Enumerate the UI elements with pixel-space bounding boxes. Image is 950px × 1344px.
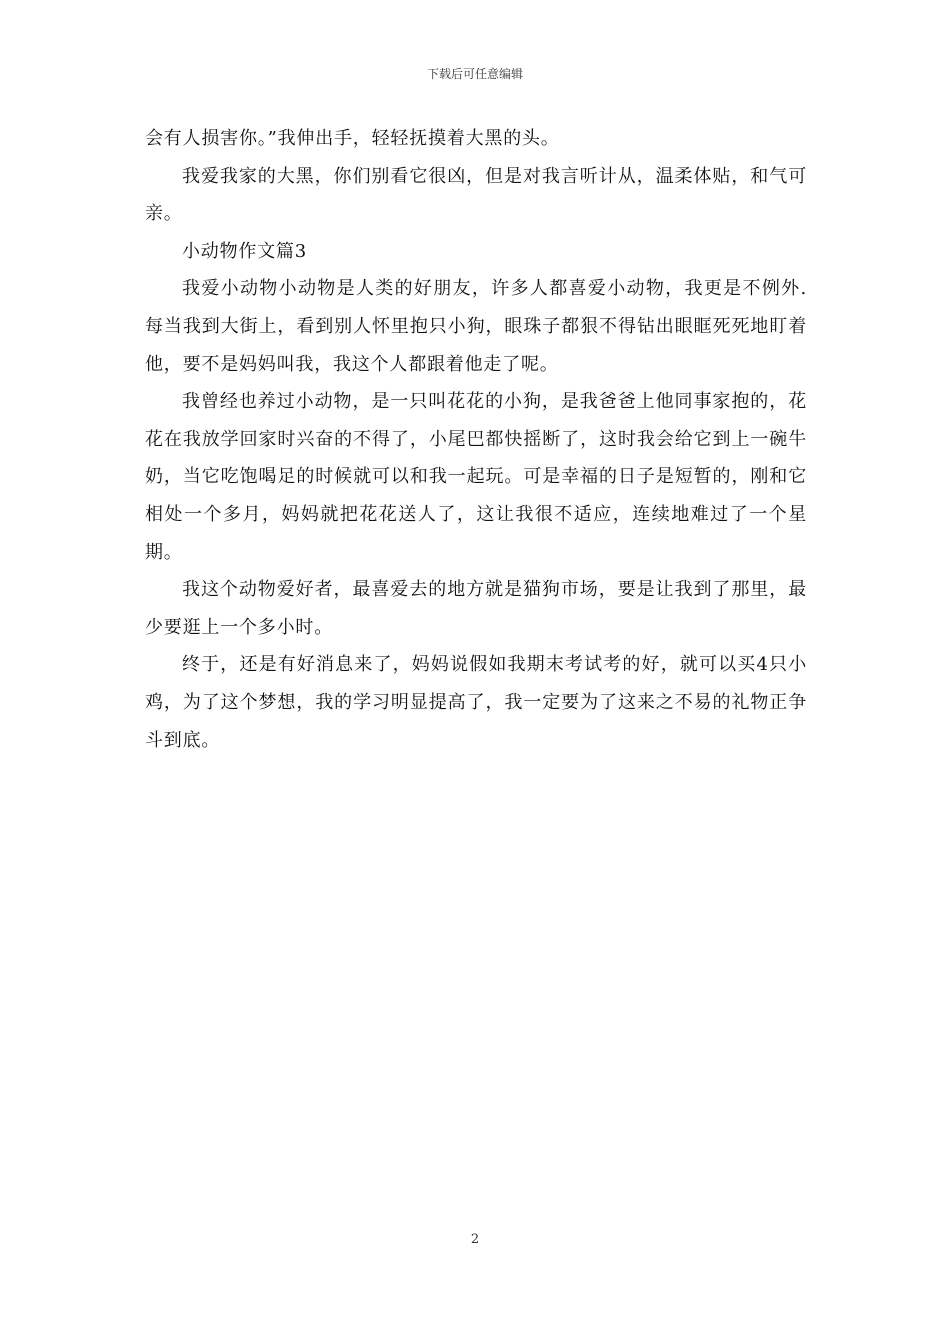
- page-number: 2: [470, 1232, 480, 1247]
- paragraph-6: 终于，还是有好消息来了，妈妈说假如我期末考试考的好，就可以买4只小鸡，为了这个梦想，我的学习明显提高了，我一定要为了这来之不易的礼物正争斗到底。: [145, 654, 807, 751]
- paragraph-4: 我曾经也养过小动物，是一只叫花花的小狗，是我爸爸上他同事家抱的，花花在我放学回家时兴奋的不得了，小尾巴都快摇断了，这时我会给它到上一碗牛奶，当它吃饱喝足的时候就可以和我一起玩。可是幸福的日子是短暂的，刚和它相处一个多月，妈妈就把花花送人了，这让我很不适应，连续地难过了一个星期。: [145, 391, 807, 563]
- paragraph-2: 我爱我家的大黑，你们别看它很凶，但是对我言听计从，温柔体贴，和气可亲。: [145, 165, 807, 225]
- paragraph-3: 我爱小动物小动物是人类的好朋友，许多人都喜爱小动物，我更是不例外.每当我到大街上，看到别人怀里抱只小狗，眼珠子都狠不得钻出眼眶死死地盯着他，要不是妈妈叫我，我这个人都跟着他走了呢。: [145, 278, 807, 375]
- page-header: 下载后可任意编辑: [426, 67, 523, 81]
- paragraph-5: 我这个动物爱好者，最喜爱去的地方就是猫狗市场，要是让我到了那里，最少要逛上一个多小时。: [145, 579, 807, 638]
- paragraph-1: 会有人损害你。”我伸出手，轻轻抚摸着大黑的头。: [145, 128, 560, 149]
- section-heading: 小动物作文篇3: [182, 240, 308, 262]
- document-body: [145, 120, 807, 759]
